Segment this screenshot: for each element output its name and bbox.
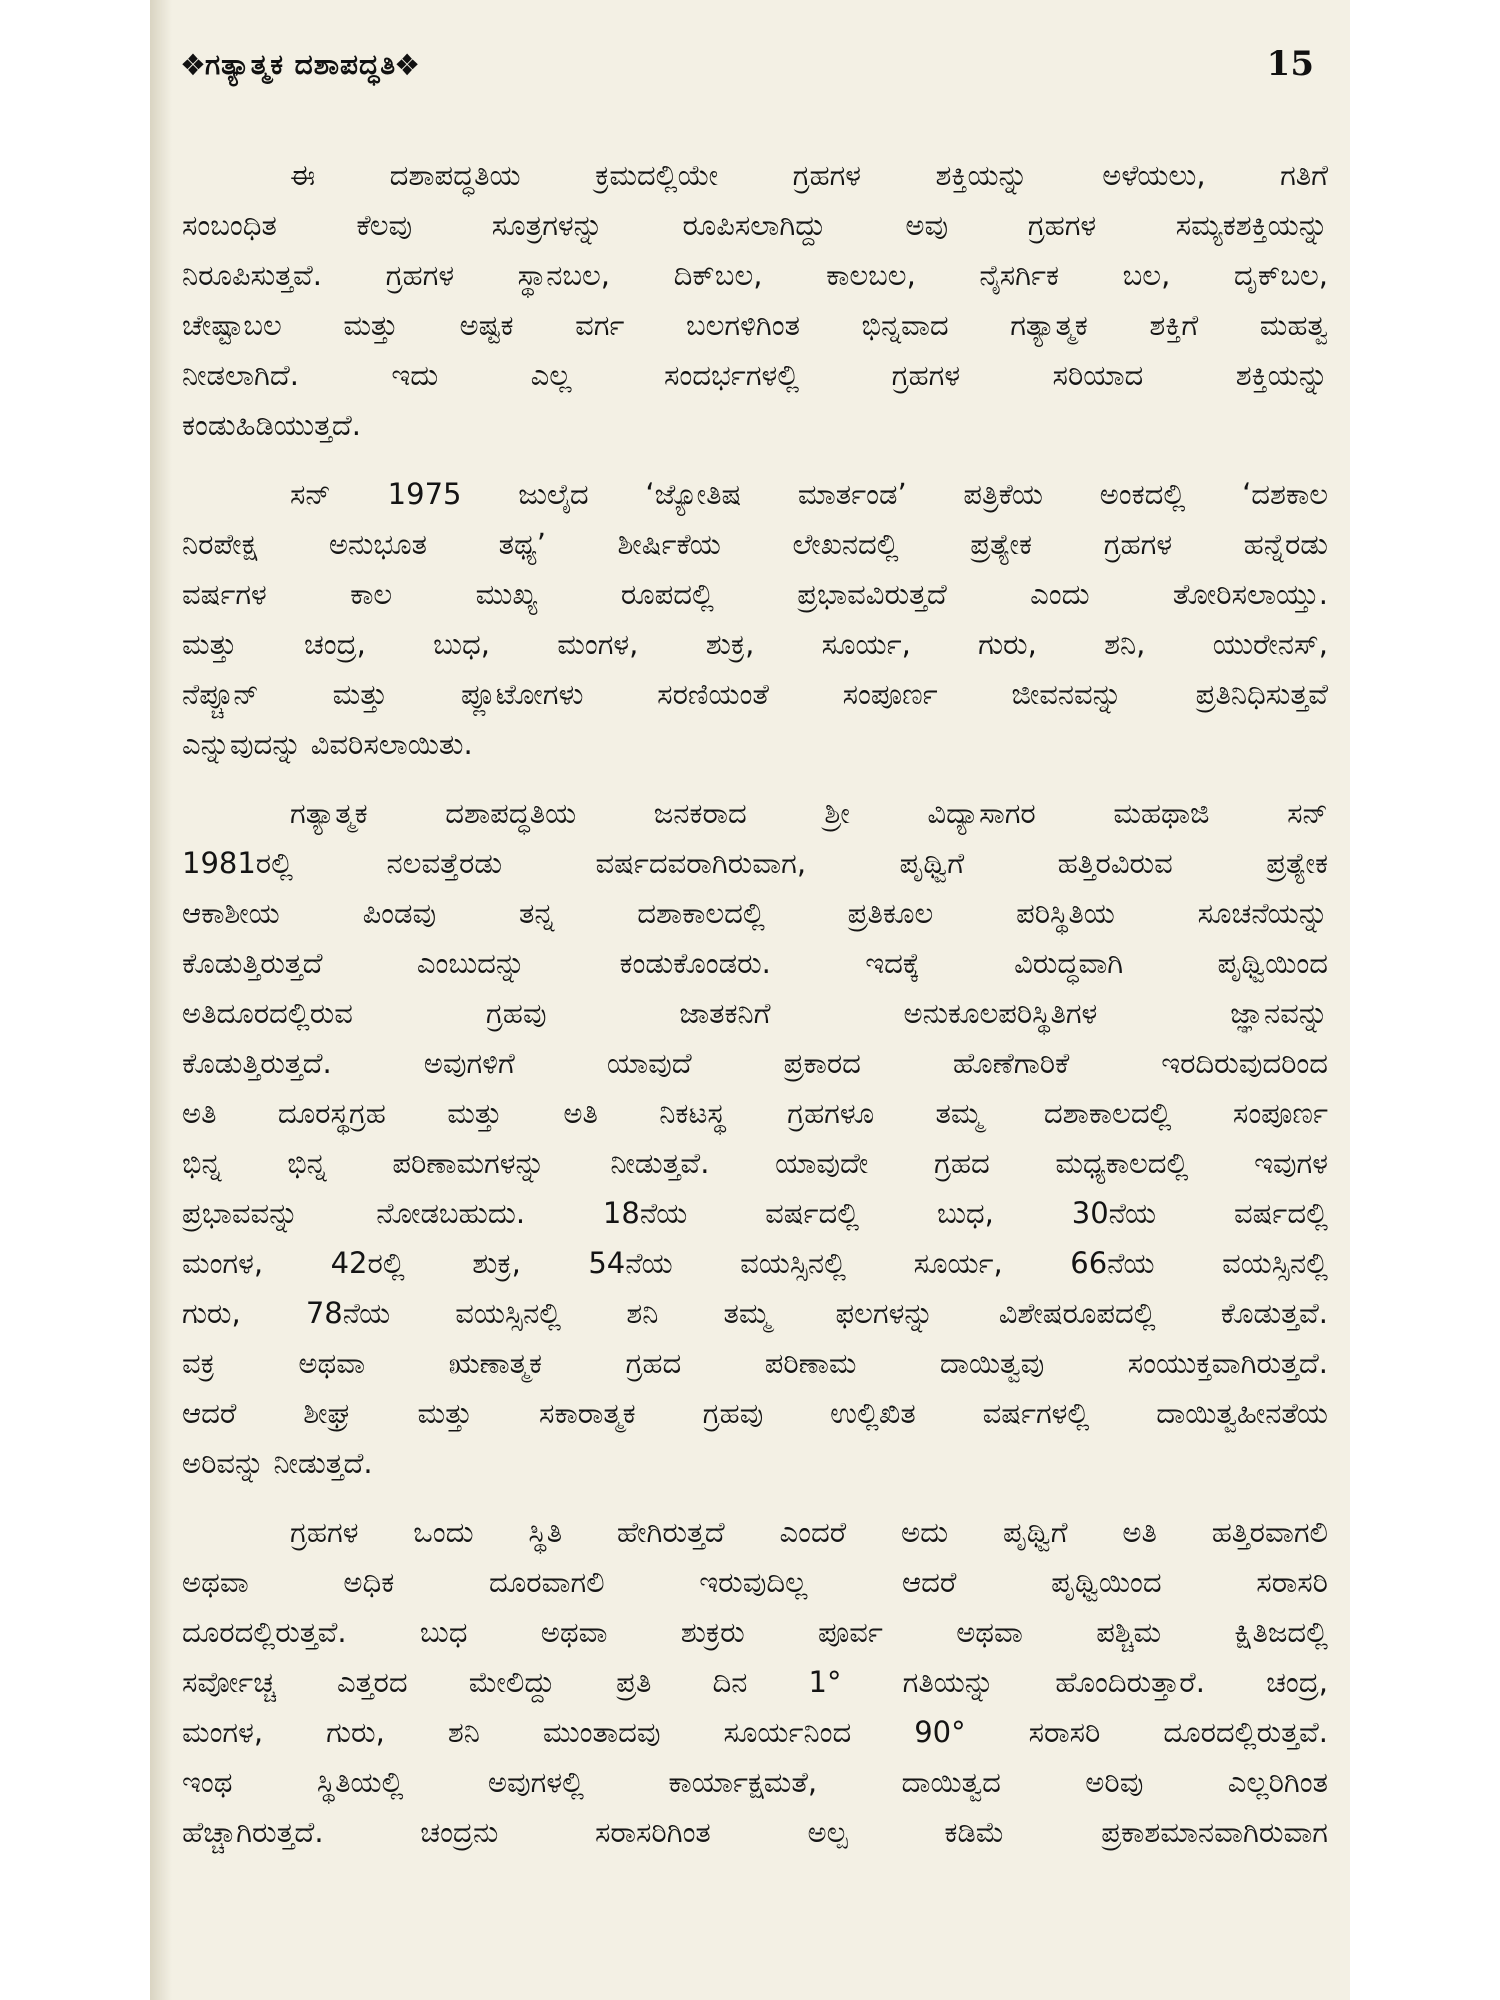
- text-line: ಆಕಾಶೀಯ ಪಿಂಡವು ತನ್ನ ದಶಾಕಾಲದಲ್ಲಿ ಪ್ರತಿಕೂಲ ಪರಿಸ್ಥಿತಿಯ ಸೂಚನೆಯನ್ನು: [182, 896, 1328, 930]
- paragraph: [182, 150, 1328, 450]
- text-line: ಸರ್ವೋಚ್ಚ ಎತ್ತರದ ಮೇಲಿದ್ದು ಪ್ರತಿ ದಿನ 1° ಗತಿಯನ್ನು ಹೊಂದಿರುತ್ತಾರೆ. ಚಂದ್ರ,: [182, 1665, 1328, 1699]
- text-line: ಹೆಚ್ಚಾಗಿರುತ್ತದೆ. ಚಂದ್ರನು ಸರಾಸರಿಗಿಂತ ಅಲ್ಪ ಕಡಿಮೆ ಪ್ರಕಾಶಮಾನವಾಗಿರುವಾಗ: [182, 1815, 1328, 1849]
- page-binding-shadow: [150, 0, 172, 2000]
- text-line: ಈ ದಶಾಪದ್ಧತಿಯ ಕ್ರಮದಲ್ಲಿಯೇ ಗ್ರಹಗಳ ಶಕ್ತಿಯನ್ನು ಅಳೆಯಲು, ಗತಿಗೆ: [290, 158, 1328, 192]
- paragraph: [182, 1507, 1328, 1857]
- text-line: ಸನ್ 1975 ಜುಲೈದ ‘ಜ್ಯೋತಿಷ ಮಾರ್ತಂಡ’ ಪತ್ರಿಕೆಯ ಅಂಕದಲ್ಲಿ ‘ದಶಕಾಲ: [290, 477, 1328, 511]
- text-line: ವರ್ಷಗಳ ಕಾಲ ಮುಖ್ಯ ರೂಪದಲ್ಲಿ ಪ್ರಭಾವವಿರುತ್ತದೆ ಎಂದು ತೋರಿಸಲಾಯ್ತು.: [182, 577, 1328, 611]
- text-line: ದೂರದಲ್ಲಿರುತ್ತವೆ. ಬುಧ ಅಥವಾ ಶುಕ್ರರು ಪೂರ್ವ ಅಥವಾ ಪಶ್ಚಿಮ ಕ್ಷಿತಿಜದಲ್ಲಿ: [182, 1615, 1328, 1649]
- text-line: ಪ್ರಭಾವವನ್ನು ನೋಡಬಹುದು. 18ನೆಯ ವರ್ಷದಲ್ಲಿ ಬುಧ, 30ನೆಯ ವರ್ಷದಲ್ಲಿ: [182, 1196, 1328, 1230]
- text-line: ಅತಿ ದೂರಸ್ಥಗ್ರಹ ಮತ್ತು ಅತಿ ನಿಕಟಸ್ಥ ಗ್ರಹಗಳೂ ತಮ್ಮ ದಶಾಕಾಲದಲ್ಲಿ ಸಂಪೂರ್ಣ: [182, 1096, 1328, 1130]
- chapter-running-title: ❖ಗತ್ಯಾತ್ಮಕ ದಶಾಪದ್ಧತಿ❖: [182, 48, 420, 81]
- text-line: ಇಂಥ ಸ್ಥಿತಿಯಲ್ಲಿ ಅವುಗಳಲ್ಲಿ ಕಾರ್ಯಾಕ್ಷಮತೆ, ದಾಯಿತ್ವದ ಅರಿವು ಎಲ್ಲರಿಗಿಂತ: [182, 1765, 1328, 1799]
- text-line: 1981ರಲ್ಲಿ ನಲವತ್ತೆರಡು ವರ್ಷದವರಾಗಿರುವಾಗ, ಪೃಥ್ವಿಗೆ ಹತ್ತಿರವಿರುವ ಪ್ರತ್ಯೇಕ: [182, 846, 1328, 880]
- text-line: ನೆಪ್ಚೂನ್ ಮತ್ತು ಪ್ಲೂಟೋಗಳು ಸರಣಿಯಂತೆ ಸಂಪೂರ್ಣ ಜೀವನವನ್ನು ಪ್ರತಿನಿಧಿಸುತ್ತವೆ: [182, 677, 1328, 711]
- page-number: 15: [1266, 44, 1314, 84]
- text-line: ಅರಿವನ್ನು ನೀಡುತ್ತದೆ.: [182, 1446, 373, 1480]
- text-line: ಗ್ರಹಗಳ ಒಂದು ಸ್ಥಿತಿ ಹೇಗಿರುತ್ತದೆ ಎಂದರೆ ಅದು ಪೃಥ್ವಿಗೆ ಅತಿ ಹತ್ತಿರವಾಗಲಿ: [290, 1515, 1328, 1549]
- text-line: ಚೇಷ್ಟಾಬಲ ಮತ್ತು ಅಷ್ಟಕ ವರ್ಗ ಬಲಗಳಿಗಿಂತ ಭಿನ್ನವಾದ ಗತ್ಯಾತ್ಮಕ ಶಕ್ತಿಗೆ ಮಹತ್ವ: [182, 308, 1328, 342]
- text-line: ಅಥವಾ ಅಧಿಕ ದೂರವಾಗಲಿ ಇರುವುದಿಲ್ಲ ಆದರೆ ಪೃಥ್ವಿಯಿಂದ ಸರಾಸರಿ: [182, 1565, 1328, 1599]
- text-line: ಕಂಡುಹಿಡಿಯುತ್ತದೆ.: [182, 408, 362, 442]
- text-line: ವಕ್ರ ಅಥವಾ ಋಣಾತ್ಮಕ ಗ್ರಹದ ಪರಿಣಾಮ ದಾಯಿತ್ವವು ಸಂಯುಕ್ತವಾಗಿರುತ್ತದೆ.: [182, 1346, 1328, 1380]
- text-line: ಮತ್ತು ಚಂದ್ರ, ಬುಧ, ಮಂಗಳ, ಶುಕ್ರ, ಸೂರ್ಯ, ಗುರು, ಶನಿ, ಯುರೇನಸ್,: [182, 627, 1328, 661]
- text-line: ಗುರು, 78ನೆಯ ವಯಸ್ಸಿನಲ್ಲಿ ಶನಿ ತಮ್ಮ ಫಲಗಳನ್ನು ವಿಶೇಷರೂಪದಲ್ಲಿ ಕೊಡುತ್ತವೆ.: [182, 1296, 1328, 1330]
- text-line: ಎನ್ನುವುದನ್ನು ವಿವರಿಸಲಾಯಿತು.: [182, 727, 473, 761]
- text-line: ಗತ್ಯಾತ್ಮಕ ದಶಾಪದ್ಧತಿಯ ಜನಕರಾದ ಶ್ರೀ ವಿದ್ಯಾಸಾಗರ ಮಹಥಾಜಿ ಸನ್: [290, 796, 1328, 830]
- text-line: ಮಂಗಳ, 42ರಲ್ಲಿ ಶುಕ್ರ, 54ನೆಯ ವಯಸ್ಸಿನಲ್ಲಿ ಸೂರ್ಯ, 66ನೆಯ ವಯಸ್ಸಿನಲ್ಲಿ: [182, 1246, 1328, 1280]
- text-line: ಆದರೆ ಶೀಘ್ರ ಮತ್ತು ಸಕಾರಾತ್ಮಕ ಗ್ರಹವು ಉಲ್ಲಿಖಿತ ವರ್ಷಗಳಲ್ಲಿ ದಾಯಿತ್ವಹೀನತೆಯ: [182, 1396, 1328, 1430]
- paragraph: [182, 469, 1328, 769]
- text-line: ಅತಿದೂರದಲ್ಲಿರುವ ಗ್ರಹವು ಜಾತಕನಿಗೆ ಅನುಕೂಲಪರಿಸ್ಥಿತಿಗಳ ಜ್ಞಾನವನ್ನು: [182, 996, 1328, 1030]
- paragraph: [182, 788, 1328, 1488]
- text-line: ನಿರಪೇಕ್ಷ ಅನುಭೂತ ತಥ್ಯ’ ಶೀರ್ಷಿಕೆಯ ಲೇಖನದಲ್ಲಿ ಪ್ರತ್ಯೇಕ ಗ್ರಹಗಳ ಹನ್ನೆರಡು: [182, 527, 1328, 561]
- body-text: [182, 150, 1328, 1876]
- text-line: ಕೊಡುತ್ತಿರುತ್ತದೆ. ಅವುಗಳಿಗೆ ಯಾವುದೆ ಪ್ರಕಾರದ ಹೊಣೆಗಾರಿಕೆ ಇರದಿರುವುದರಿಂದ: [182, 1046, 1328, 1080]
- book-page: [150, 0, 1350, 2000]
- text-line: ನಿರೂಪಿಸುತ್ತವೆ. ಗ್ರಹಗಳ ಸ್ಥಾನಬಲ, ದಿಕ್‌ಬಲ, ಕಾಲಬಲ, ನೈಸರ್ಗಿಕ ಬಲ, ದೃಕ್‌ಬಲ,: [182, 258, 1328, 292]
- text-line: ಕೊಡುತ್ತಿರುತ್ತದೆ ಎಂಬುದನ್ನು ಕಂಡುಕೊಂಡರು. ಇದಕ್ಕೆ ವಿರುದ್ಧವಾಗಿ ಪೃಥ್ವಿಯಿಂದ: [182, 946, 1328, 980]
- text-line: ಭಿನ್ನ ಭಿನ್ನ ಪರಿಣಾಮಗಳನ್ನು ನೀಡುತ್ತವೆ. ಯಾವುದೇ ಗ್ರಹದ ಮಧ್ಯಕಾಲದಲ್ಲಿ ಇವುಗಳ: [182, 1146, 1328, 1180]
- running-head: [182, 44, 1332, 100]
- text-line: ಮಂಗಳ, ಗುರು, ಶನಿ ಮುಂತಾದವು ಸೂರ್ಯನಿಂದ 90° ಸರಾಸರಿ ದೂರದಲ್ಲಿರುತ್ತವೆ.: [182, 1715, 1328, 1749]
- text-line: ನೀಡಲಾಗಿದೆ. ಇದು ಎಲ್ಲ ಸಂದರ್ಭಗಳಲ್ಲಿ ಗ್ರಹಗಳ ಸರಿಯಾದ ಶಕ್ತಿಯನ್ನು: [182, 358, 1328, 392]
- text-line: ಸಂಬಂಧಿತ ಕೆಲವು ಸೂತ್ರಗಳನ್ನು ರೂಪಿಸಲಾಗಿದ್ದು ಅವು ಗ್ರಹಗಳ ಸಮ್ಯಕಶಕ್ತಿಯನ್ನು: [182, 208, 1328, 242]
